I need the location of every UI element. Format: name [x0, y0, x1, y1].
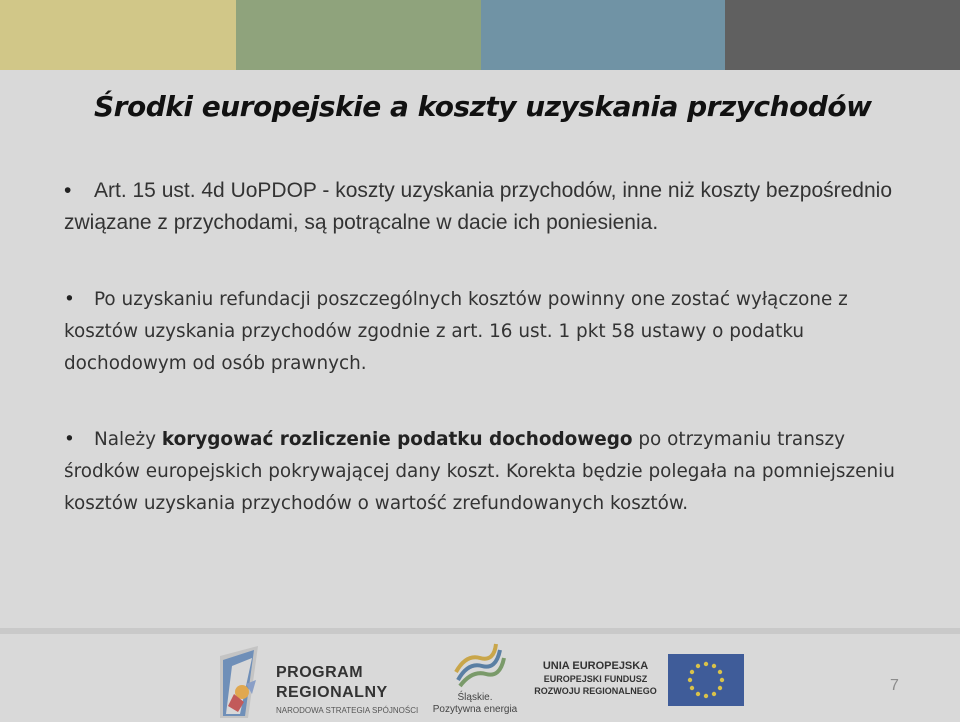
bullet-dot: •	[64, 289, 75, 310]
regionalny-label: REGIONALNY	[276, 684, 388, 701]
silesia-label: Śląskie.	[457, 692, 493, 703]
header-color-bar	[0, 0, 960, 70]
eu-flag-icon	[668, 654, 744, 706]
bullet-3-text-bold: korygować rozliczenie podatku dochodowego	[161, 429, 633, 450]
footer	[0, 634, 960, 720]
bullet-1-text: Art. 15 ust. 4d UoPDOP - koszty uzyskania przychodów, inne niż koszty bezpośrednio związane z przychodami, są potrącalne w dacie ich poniesienia.	[64, 179, 892, 234]
header-bar-segment-blue	[481, 0, 725, 70]
header-bar-segment-gray	[725, 0, 960, 70]
slide-title: Środki europejskie a koszty uzyskania przychodów	[94, 90, 872, 123]
bullet-3	[64, 424, 914, 520]
silesia-waves-icon	[430, 640, 520, 690]
silesia-logo	[430, 640, 520, 720]
bullet-2	[64, 284, 914, 380]
program-label: PROGRAM	[276, 664, 364, 681]
silesia-slogan: Pozytywna energia	[432, 704, 518, 715]
program-regionalny-logo	[218, 644, 418, 718]
program-regionalny-emblem-icon	[218, 644, 268, 718]
page-number: 7	[890, 677, 899, 694]
bullet-3-text-after: po otrzymaniu transzy środków europejskich pokrywającej dany koszt. Korekta będzie polegała na pomniejszeniu kosztów uzyskania przychodów o wartość zrefundowanych kosztów.	[64, 429, 895, 514]
bullet-1	[64, 175, 914, 239]
bullet-dot: •	[64, 429, 75, 450]
header-bar-segment-green	[236, 0, 481, 70]
eu-fund-logo	[528, 654, 748, 714]
eu-label: UNIA EUROPEJSKA	[542, 660, 649, 672]
bullet-dot: •	[64, 179, 72, 202]
header-bar-segment-yellow	[0, 0, 236, 70]
eu-fund-label: EUROPEJSKI FUNDUSZ	[543, 674, 648, 684]
strategy-label: NARODOWA STRATEGIA SPÓJNOŚCI	[276, 706, 419, 715]
bullet-2-text: Po uzyskaniu refundacji poszczególnych kosztów powinny one zostać wyłączone z kosztów uzyskania przychodów zgodnie z art. 16 ust. 1 pkt 58 ustawy o podatku dochodowym od osób prawnych.	[64, 289, 848, 374]
eu-regional-label: ROZWOJU REGIONALNEGO	[534, 686, 657, 696]
bullet-3-text-before: Należy	[94, 429, 162, 450]
